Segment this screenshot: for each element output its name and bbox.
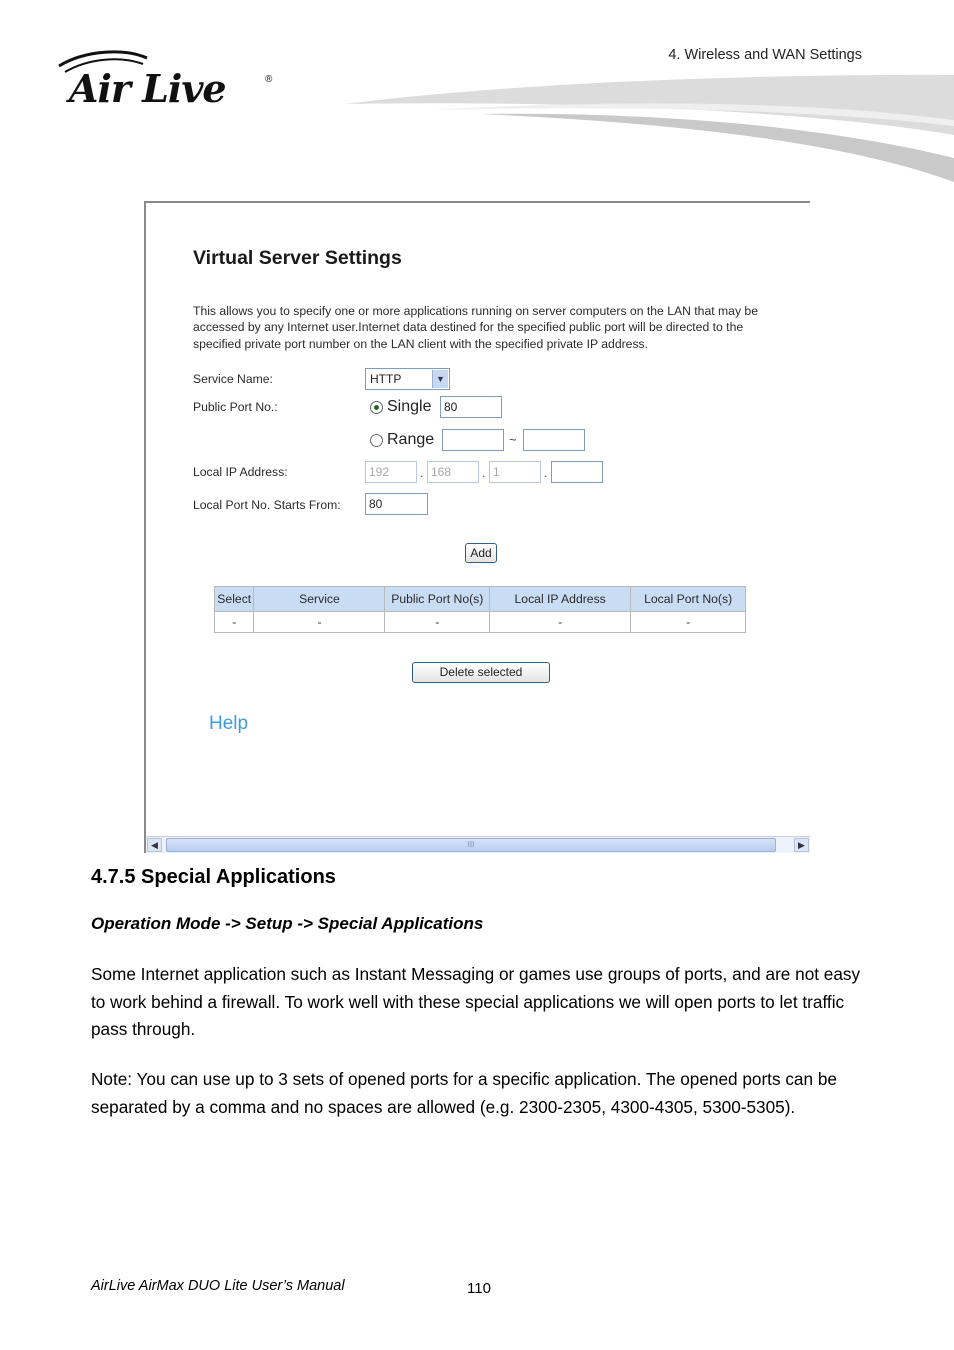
virtual-server-title: Virtual Server Settings bbox=[193, 247, 402, 269]
local-port-label: Local Port No. Starts From: bbox=[193, 498, 341, 512]
ip-dot: . bbox=[482, 466, 486, 480]
col-public-port: Public Port No(s) bbox=[385, 587, 490, 612]
ip-dot: . bbox=[420, 466, 424, 480]
table-header-row bbox=[215, 587, 746, 612]
col-select: Select bbox=[215, 587, 254, 612]
range-label: Range bbox=[387, 431, 435, 448]
add-button[interactable]: Add bbox=[465, 543, 497, 563]
local-port-input[interactable] bbox=[365, 493, 428, 515]
range-start-input[interactable] bbox=[442, 429, 504, 451]
single-radio[interactable] bbox=[370, 401, 383, 414]
page-number: 110 bbox=[467, 1280, 491, 1297]
table-cell: - bbox=[385, 612, 490, 633]
paragraph-note: Note: You can use up to 3 sets of opened ports for a specific application. The opened ports can be separated by a comma and no spaces are allowed (e.g. 2300-2305, 4300-4305, 5300-5305). bbox=[91, 1069, 837, 1117]
local-ip-label: Local IP Address: bbox=[193, 465, 288, 479]
airlive-logo bbox=[55, 48, 285, 113]
ip-dot: . bbox=[544, 466, 548, 480]
col-local-ip: Local IP Address bbox=[490, 587, 631, 612]
virtual-server-screenshot bbox=[144, 201, 810, 853]
help-link[interactable]: Help bbox=[209, 713, 249, 734]
navigation-path: Operation Mode -> Setup -> Special Applications bbox=[91, 914, 484, 933]
logo-text: Air Live bbox=[69, 66, 226, 111]
ip-octet-4-input[interactable] bbox=[551, 461, 603, 483]
delete-selected-button[interactable]: Delete selected bbox=[412, 662, 550, 683]
public-port-label: Public Port No.: bbox=[193, 400, 278, 414]
table-cell: - bbox=[254, 612, 385, 633]
service-name-label: Service Name: bbox=[193, 372, 273, 386]
virtual-server-table bbox=[214, 586, 746, 633]
col-service: Service bbox=[254, 587, 385, 612]
footer-manual-title: AirLive AirMax DUO Lite User’s Manual bbox=[91, 1278, 345, 1294]
section-heading: 4.7.5 Special Applications bbox=[91, 866, 336, 888]
ip-octet-2-input[interactable] bbox=[427, 461, 479, 483]
horizontal-scrollbar[interactable] bbox=[146, 836, 810, 853]
virtual-server-description: This allows you to specify one or more applications running on server computers on the LAN that may be accessed by any Internet user.Internet data destined for the specified public port will be directed to the specified private port number on the LAN client with the specified private IP address. bbox=[193, 304, 758, 351]
table-cell: - bbox=[490, 612, 631, 633]
col-local-port: Local Port No(s) bbox=[631, 587, 746, 612]
table-cell: - bbox=[215, 612, 254, 633]
service-name-select[interactable] bbox=[365, 368, 450, 390]
range-end-input[interactable] bbox=[523, 429, 585, 451]
page-header bbox=[0, 0, 954, 190]
range-radio[interactable] bbox=[370, 434, 383, 447]
scroll-right-icon[interactable]: ▶ bbox=[794, 838, 809, 852]
single-port-input[interactable] bbox=[440, 396, 502, 418]
ip-octet-3-input[interactable] bbox=[489, 461, 541, 483]
chevron-down-icon: ▼ bbox=[432, 370, 448, 388]
service-name-value: HTTP bbox=[370, 372, 402, 386]
scroll-thumb[interactable]: III bbox=[166, 838, 776, 852]
single-label: Single bbox=[387, 398, 432, 415]
range-separator: ~ bbox=[509, 432, 517, 447]
paragraph-intro: Some Internet application such as Instant Messaging or games use groups of ports, and are not easy to work behind a firewall. To work well with these special applications we will open ports to let traffic pass through. bbox=[91, 964, 861, 1039]
table-row bbox=[215, 612, 746, 633]
table-cell: - bbox=[631, 612, 746, 633]
chapter-title: 4. Wireless and WAN Settings bbox=[668, 47, 862, 63]
registered-icon: ® bbox=[265, 74, 273, 85]
scroll-left-icon[interactable]: ◀ bbox=[147, 838, 162, 852]
ip-octet-1-input[interactable] bbox=[365, 461, 417, 483]
